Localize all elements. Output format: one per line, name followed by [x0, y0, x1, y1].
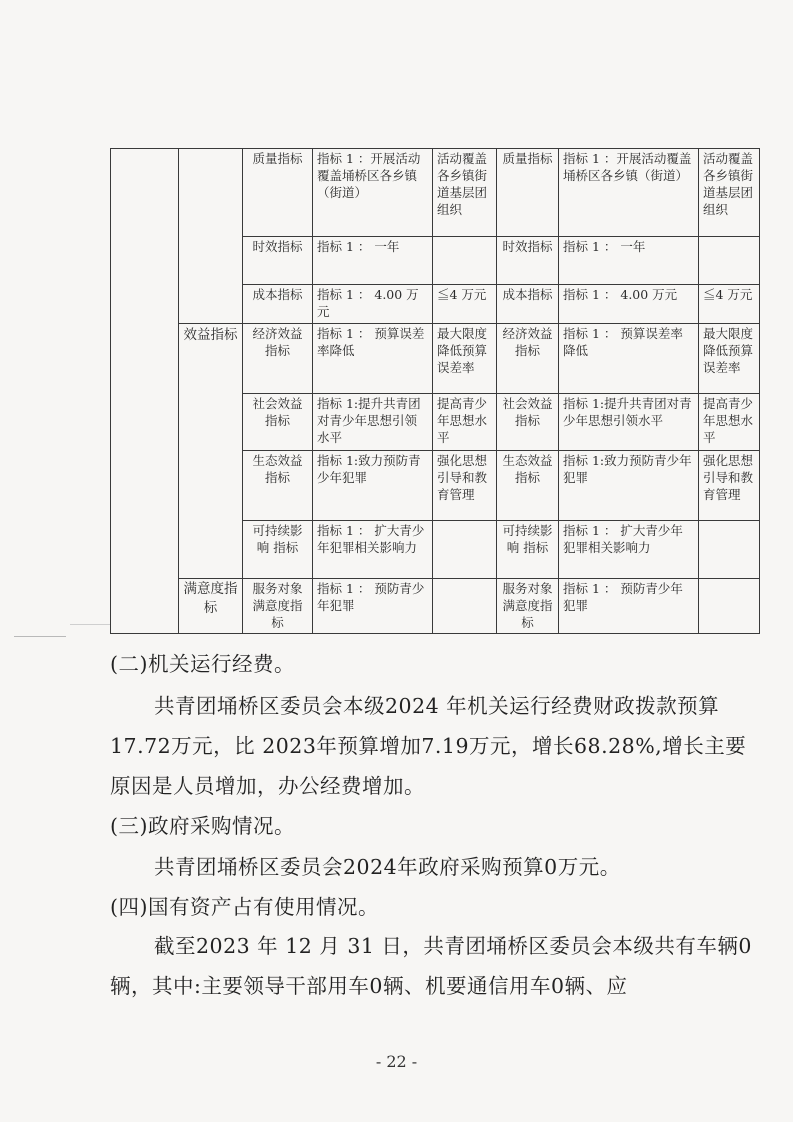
table-cell: 社会效益 指标 — [243, 394, 313, 451]
table-cell: 指标 1 ：开展活动覆盖埇桥区各乡镇（街道） — [313, 149, 433, 237]
table-cell: 生态效益 指标 — [243, 451, 313, 521]
table-cell: 提高青少年思想水平 — [699, 394, 760, 451]
table-cell — [433, 237, 497, 285]
paragraph: 共青团埇桥区委员会2024年政府采购预算0万元。 — [154, 855, 621, 879]
blank-category-cell — [179, 149, 243, 324]
table-cell: 指标 1:致力预防青少年犯罪 — [559, 451, 699, 521]
table-cell: ≦4 万元 — [433, 285, 497, 324]
table-cell: 活动覆盖各乡镇街道基层团组织 — [699, 149, 760, 237]
table-cell: 最大限度降低预算误差率 — [699, 324, 760, 394]
section-heading: (四)国有资产占有使用情况。 — [110, 895, 379, 919]
table-cell: 时效指标 — [243, 237, 313, 285]
scan-mark — [70, 624, 110, 625]
table-cell: 强化思想引导和教育管理 — [699, 451, 760, 521]
table-cell: 成本指标 — [497, 285, 559, 324]
table-cell — [699, 237, 760, 285]
table-cell: 服务对象 满意度指标 — [243, 579, 313, 634]
table-cell — [699, 579, 760, 634]
table-cell: 指标 1 ： 预防青少年犯罪 — [559, 579, 699, 634]
table-cell: 指标 1 ： 预算误差率降低 — [313, 324, 433, 394]
table-cell: 社会效益 指标 — [497, 394, 559, 451]
table-cell: 时效指标 — [497, 237, 559, 285]
table-cell: 指标 1 ： 4.00 万元 — [559, 285, 699, 324]
table-cell — [433, 521, 497, 579]
table-cell: 质量指标 — [243, 149, 313, 237]
table-row — [111, 149, 760, 237]
paragraph: 共青团埇桥区委员会本级2024 年机关运行经费财政拨款预算17.72万元，比 2023年预算增加7.19万元，增长68.28%,增长主要原因是人员增加，办公经费增加。 — [110, 694, 747, 798]
table-cell — [433, 579, 497, 634]
table-cell: 服务对象 满意度指标 — [497, 579, 559, 634]
table-cell: 指标 1 ： 一年 — [313, 237, 433, 285]
table-cell: 生态效益 指标 — [497, 451, 559, 521]
table-cell: 指标 1 ：开展活动覆盖埇桥区各乡镇（街道） — [559, 149, 699, 237]
table-row — [111, 579, 760, 634]
table-cell — [699, 521, 760, 579]
section-heading: (三)政府采购情况。 — [110, 814, 295, 838]
table-cell: 活动覆盖各乡镇街道基层团组织 — [433, 149, 497, 237]
table-cell: 指标 1 ： 一年 — [559, 237, 699, 285]
table-cell: 最大限度降低预算误差率 — [433, 324, 497, 394]
table-cell: ≦4 万元 — [699, 285, 760, 324]
scan-mark — [14, 636, 66, 637]
section-heading: (二)机关运行经费。 — [110, 652, 295, 676]
table-cell: 指标 1:提升共青团对青少年思想引领水平 — [559, 394, 699, 451]
table-cell: 强化思想引导和教育管理 — [433, 451, 497, 521]
category-cell: 满意度指标 — [179, 579, 243, 634]
table-cell: 经济效益 指标 — [497, 324, 559, 394]
table-cell: 经济效益 指标 — [243, 324, 313, 394]
table-cell: 指标 1 ： 扩大青少年犯罪相关影响力 — [313, 521, 433, 579]
table-cell: 提高青少年思想水平 — [433, 394, 497, 451]
page-number: - 22 - — [375, 1052, 418, 1071]
table-cell: 指标 1 ： 预防青少年犯罪 — [313, 579, 433, 634]
outer-blank-cell — [111, 149, 179, 634]
table-cell: 指标 1 ： 4.00 万元 — [313, 285, 433, 324]
category-cell: 效益指标 — [179, 324, 243, 579]
table-cell: 指标 1:致力预防青少年犯罪 — [313, 451, 433, 521]
table-cell: 质量指标 — [497, 149, 559, 237]
paragraph: 截至2023 年 12 月 31 日，共青团埇桥区委员会本级共有车辆0辆，其中:主要领导干部用车0辆、机要通信用车0辆、应 — [110, 934, 752, 998]
table-row — [111, 324, 760, 394]
table-cell: 可持续影响 指标 — [243, 521, 313, 579]
performance-indicator-table — [110, 148, 760, 634]
table-cell: 指标 1 ： 扩大青少年犯罪相关影响力 — [559, 521, 699, 579]
table-cell: 可持续影响 指标 — [497, 521, 559, 579]
table-cell: 成本指标 — [243, 285, 313, 324]
table-cell: 指标 1 ： 预算误差率降低 — [559, 324, 699, 394]
table-cell: 指标 1:提升共青团对青少年思想引领水平 — [313, 394, 433, 451]
